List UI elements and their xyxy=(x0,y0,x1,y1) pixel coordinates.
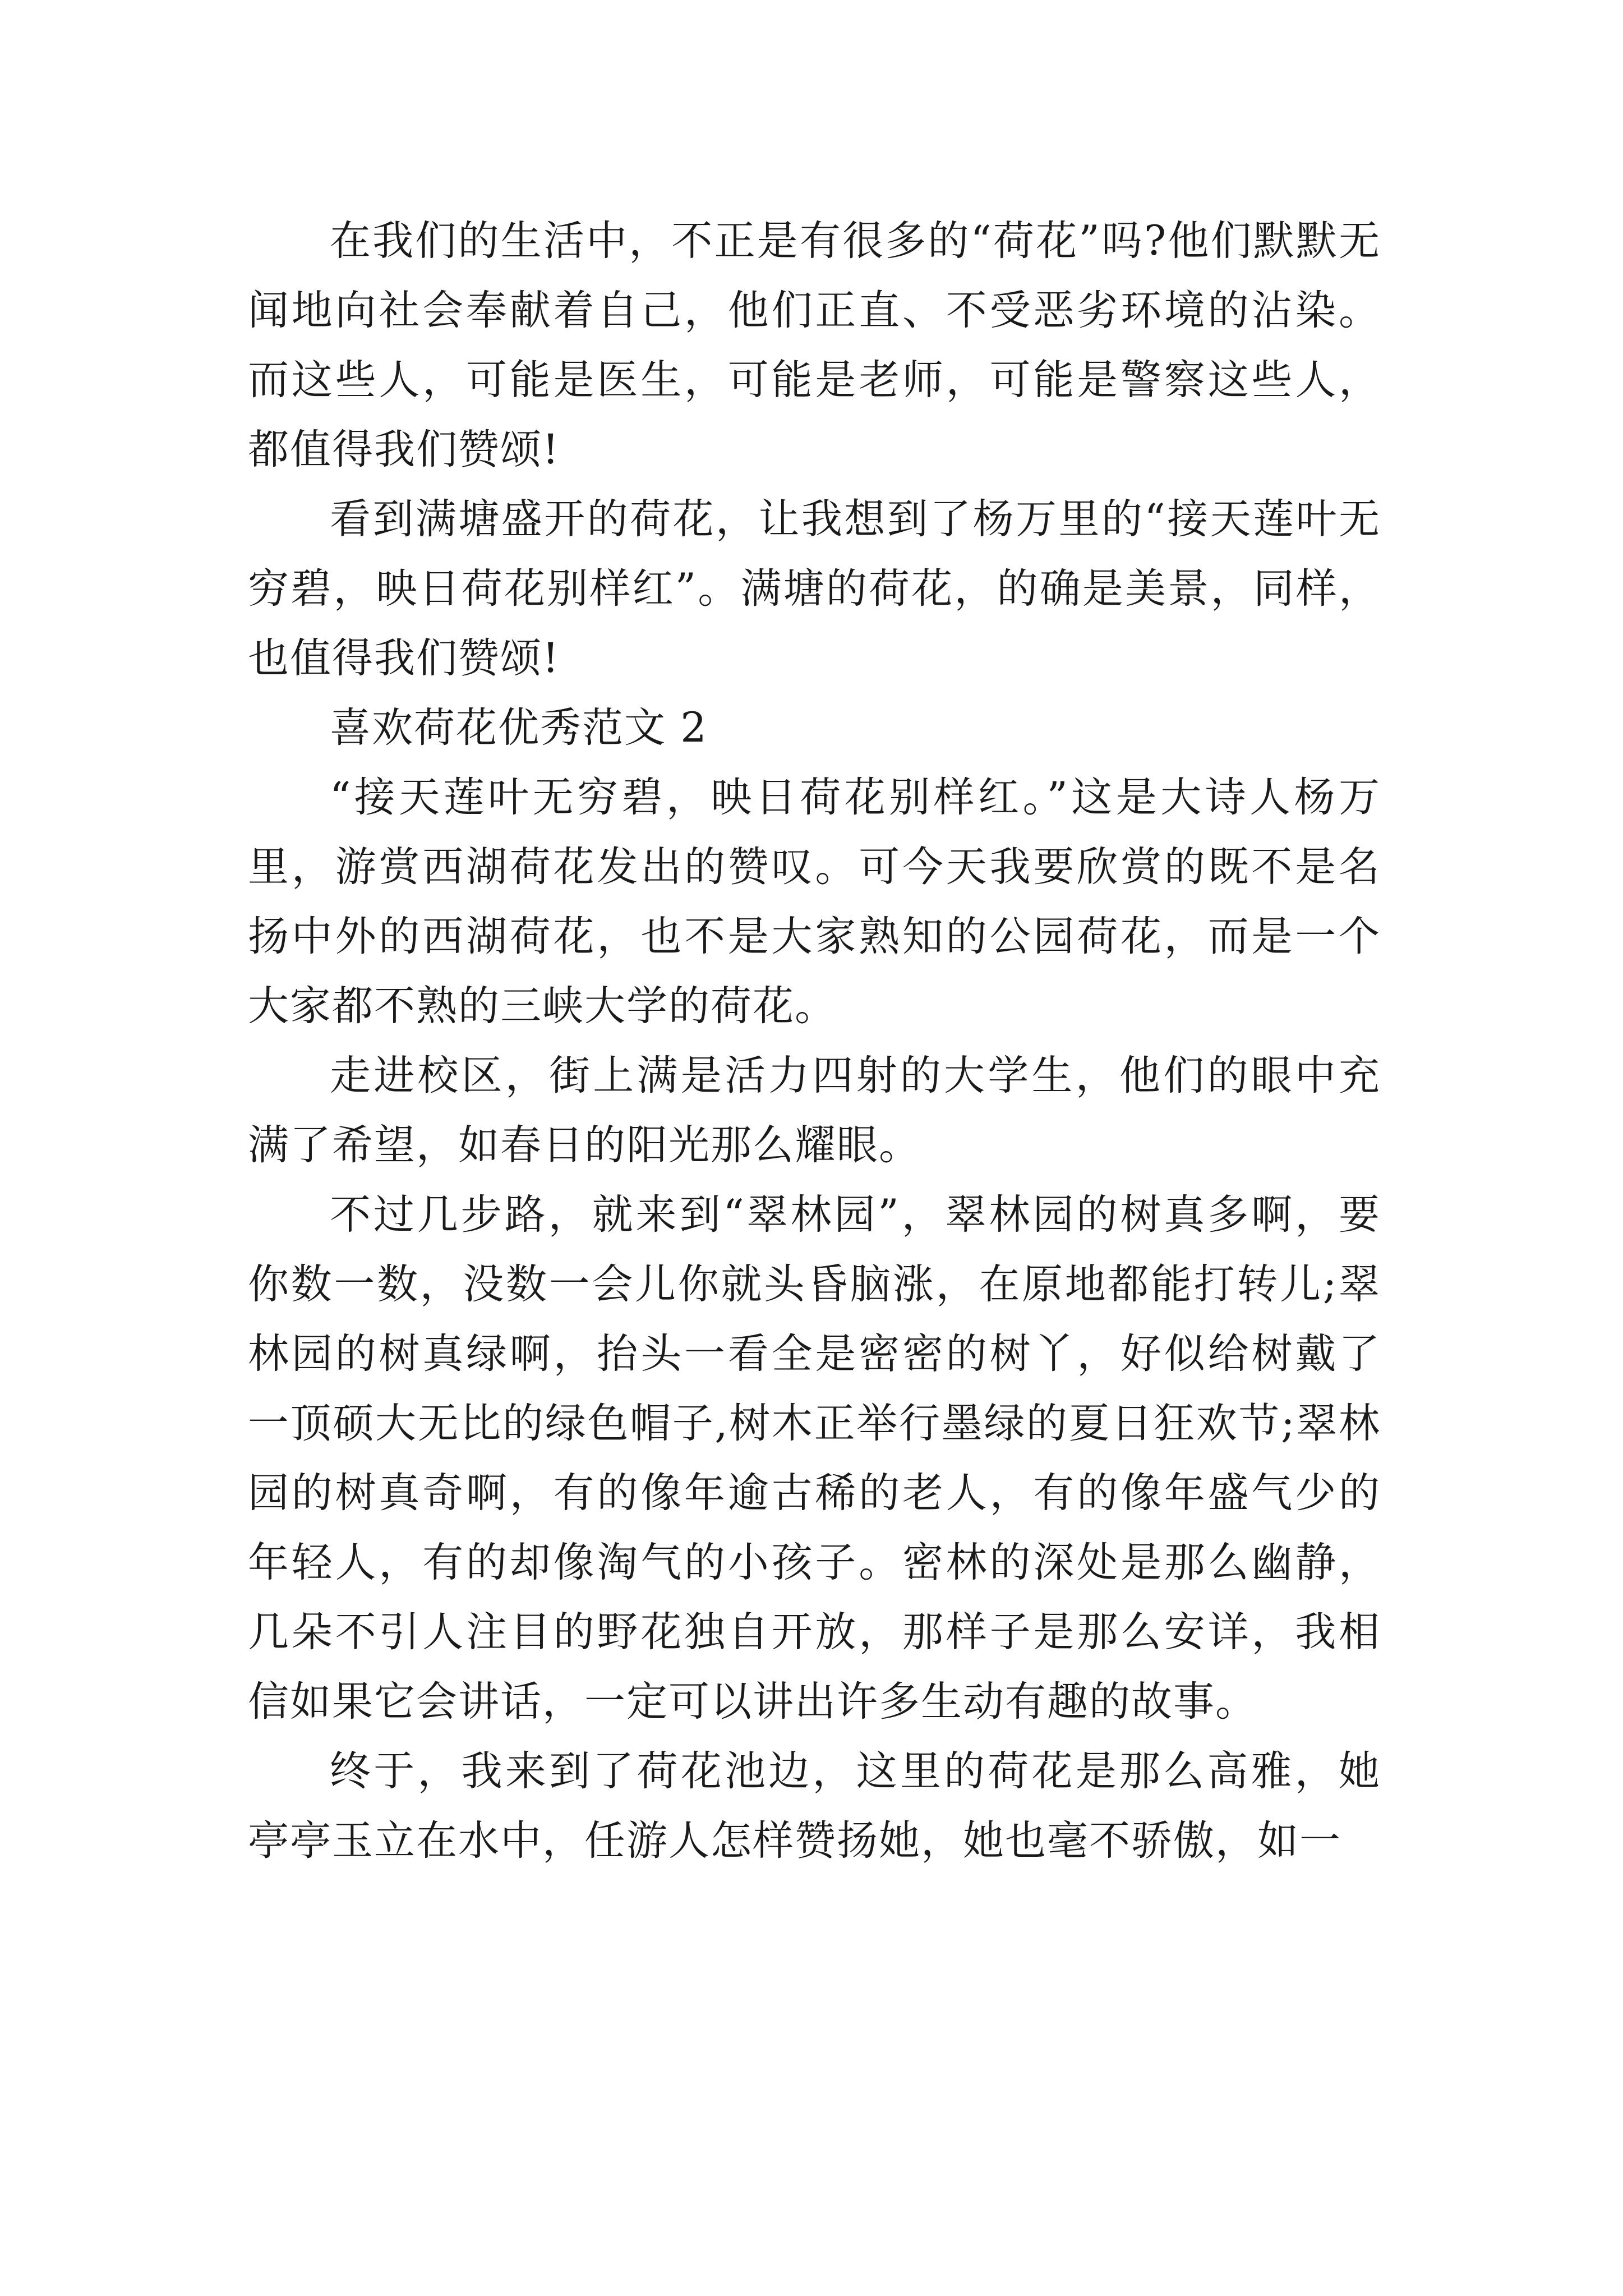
paragraph: 走进校区，街上满是活力四射的大学生，他们的眼中充满了希望，如春日的阳光那么耀眼。 xyxy=(248,1052,1381,1169)
article-body xyxy=(248,206,1381,1876)
paragraph: 看到满塘盛开的荷花，让我想到了杨万里的“接天莲叶无穷碧，映日荷花别样红”。满塘的荷花，的确是美景，同样，也值得我们赞颂! xyxy=(248,495,1381,682)
paragraph: 终于，我来到了荷花池边，这里的荷花是那么高雅，她亭亭玉立在水中，任游人怎样赞扬她，她也毫不骄傲，如一 xyxy=(248,1747,1381,1865)
paragraph: “接天莲叶无穷碧，映日荷花别样红。”这是大诗人杨万里，游赏西湖荷花发出的赞叹。可今天我要欣赏的既不是名扬中外的西湖荷花，也不是大家熟知的公园荷花，而是一个大家都不熟的三峡大学的荷花。 xyxy=(248,774,1381,1030)
section-heading: 喜欢荷花优秀范文 2 xyxy=(330,704,708,752)
paragraph: 在我们的生活中，不正是有很多的“荷花”吗?他们默默无闻地向社会奉献着自己，他们正直、不受恶劣环境的沾染。而这些人，可能是医生，可能是老师，可能是警察这些人，都值得我们赞颂! xyxy=(248,217,1381,473)
paragraph: 不过几步路，就来到“翠林园”，翠林园的树真多啊，要你数一数，没数一会儿你就头昏脑涨，在原地都能打转儿;翠林园的树真绿啊，抬头一看全是密密的树丫，好似给树戴了一顶硕大无比的绿色帽子,树木正举行墨绿的夏日狂欢节;翠林园的树真奇啊，有的像年逾古稀的老人，有的像年盛气少的年轻人，有的却像淘气的小孩子。密林的深处是那么幽静，几朵不引人注目的野花独自开放，那样子是那么安详，我相信如果它会讲话，一定可以讲出许多生动有趣的故事。 xyxy=(248,1191,1381,1726)
